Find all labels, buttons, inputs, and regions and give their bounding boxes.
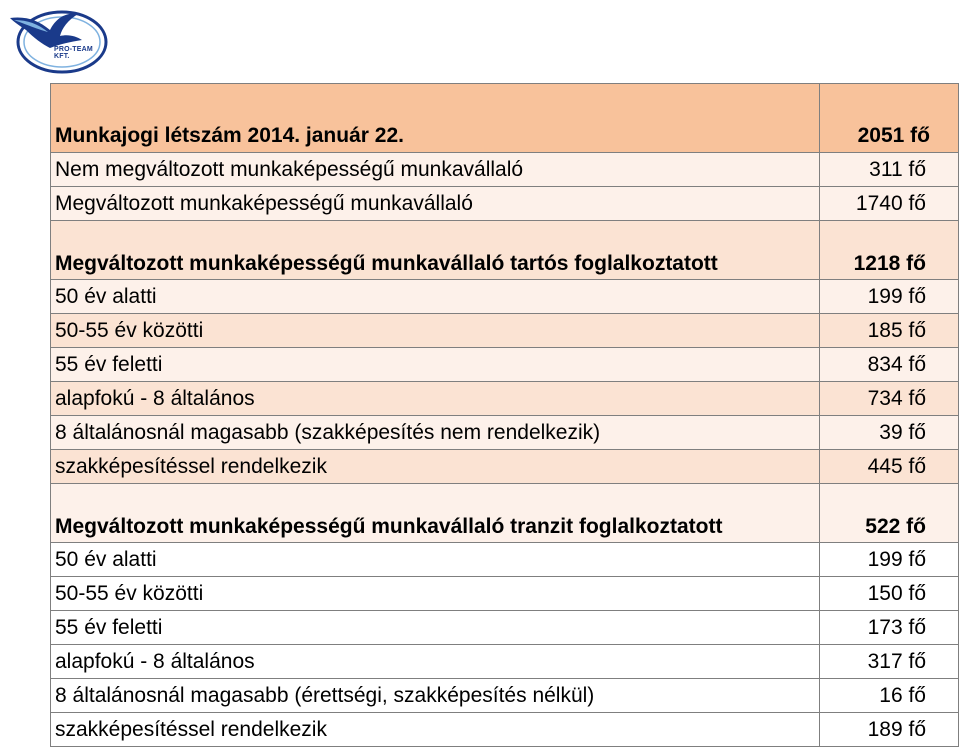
row-value: 311 fő [820,153,959,187]
title-value: 2051 fő [820,84,959,153]
table-row [51,450,959,484]
row-label: alapfokú - 8 általános [51,645,820,679]
row-value: 39 fő [820,416,959,450]
row-value: 189 fő [820,713,959,747]
section-label: Megváltozott munkaképességű munkavállaló tranzit foglalkoztatott [51,484,820,543]
table-row [51,713,959,747]
row-label: Megváltozott munkaképességű munkavállaló [51,187,820,221]
section-label: Megváltozott munkaképességű munkavállaló tartós foglalkoztatott [51,221,820,280]
row-value: 150 fő [820,577,959,611]
row-label: 50 év alatti [51,280,820,314]
logo-text: PRO-TEAM KFT. [54,46,93,60]
table-row [51,611,959,645]
row-value: 16 fő [820,679,959,713]
section-value: 522 fő [820,484,959,543]
row-label: szakképesítéssel rendelkezik [51,713,820,747]
dove-logo-icon [4,4,108,76]
row-label: Nem megváltozott munkaképességű munkavállaló [51,153,820,187]
row-label: 55 év feletti [51,611,820,645]
table-row [51,382,959,416]
row-label: 8 általánosnál magasabb (szakképesítés nem rendelkezik) [51,416,820,450]
table-row [51,348,959,382]
company-logo [4,4,108,76]
row-value: 173 fő [820,611,959,645]
table-row [51,280,959,314]
title-label: Munkajogi létszám 2014. január 22. [51,84,820,153]
table-row [51,314,959,348]
row-value: 1740 fő [820,187,959,221]
table-row [51,645,959,679]
table-row [51,187,959,221]
row-label: 8 általánosnál magasabb (érettségi, szakképesítés nélkül) [51,679,820,713]
row-value: 199 fő [820,543,959,577]
table-row [51,679,959,713]
section-value: 1218 fő [820,221,959,280]
table-title-row [51,84,959,153]
row-label: 50-55 év közötti [51,314,820,348]
row-label: 50-55 év közötti [51,577,820,611]
row-value: 834 fő [820,348,959,382]
row-value: 199 fő [820,280,959,314]
table-row [51,416,959,450]
row-label: 50 év alatti [51,543,820,577]
table-row [51,543,959,577]
row-value: 445 fő [820,450,959,484]
section-header-row [51,484,959,543]
row-label: szakképesítéssel rendelkezik [51,450,820,484]
row-value: 317 fő [820,645,959,679]
headcount-table [50,83,959,747]
section-header-row [51,221,959,280]
row-value: 734 fő [820,382,959,416]
table-row [51,577,959,611]
row-label: alapfokú - 8 általános [51,382,820,416]
row-value: 185 fő [820,314,959,348]
table-row [51,153,959,187]
row-label: 55 év feletti [51,348,820,382]
